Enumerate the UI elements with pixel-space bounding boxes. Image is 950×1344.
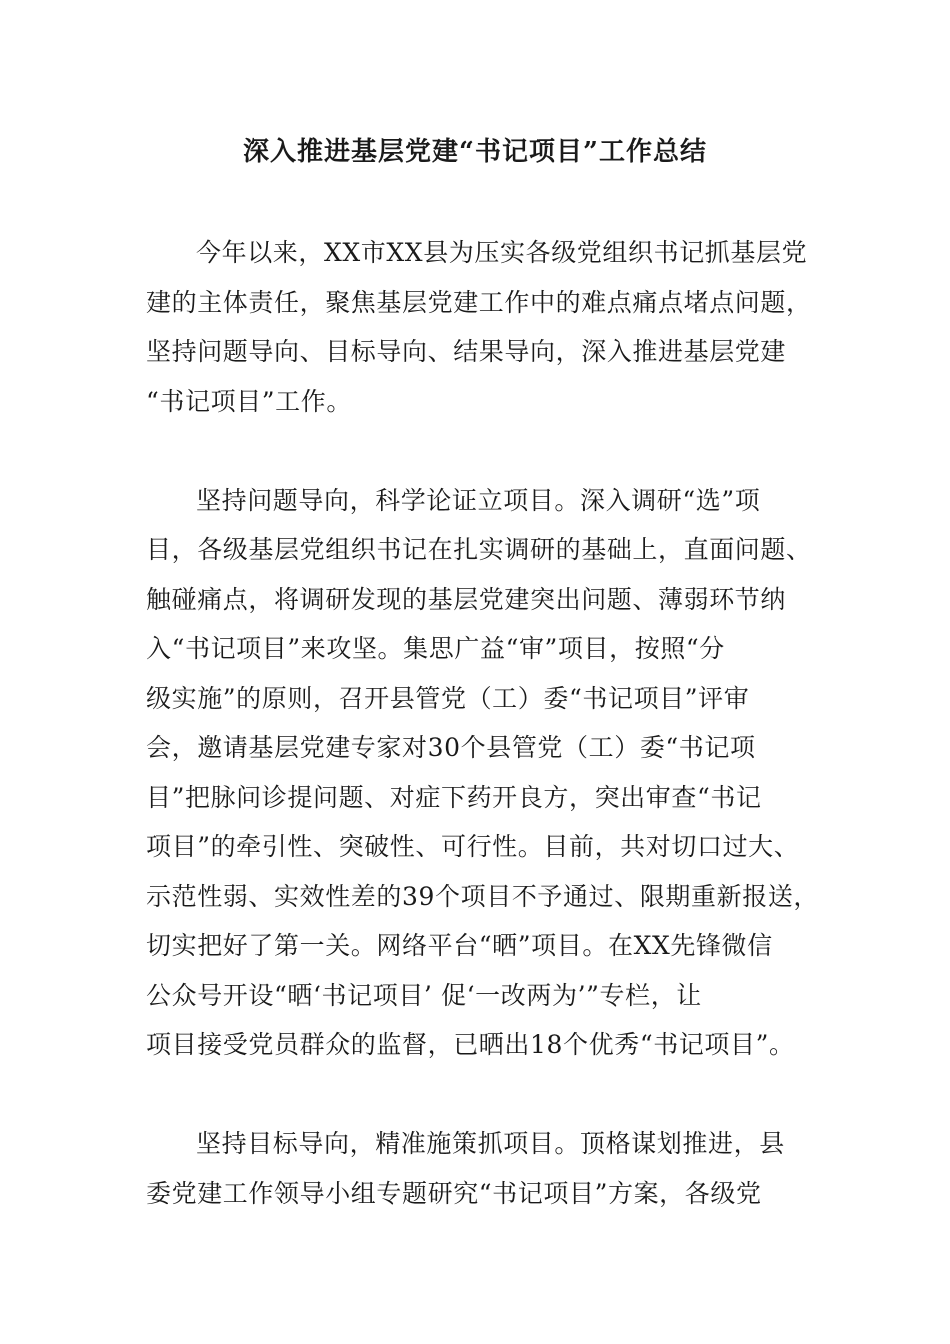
paragraph-line: 示范性弱、实效性差的39个项目不予通过、限期重新报送，: [146, 881, 820, 911]
paragraph-line: 级实施”的原则，召开县管党（工）委“书记项目”评审: [146, 683, 750, 713]
paragraph-line: 会，邀请基层党建专家对30个县管党（工）委“书记项: [146, 733, 756, 762]
paragraph-3: [146, 1119, 812, 1218]
document-title: 深入推进基层党建“书记项目”工作总结: [243, 137, 707, 167]
paragraph-line: 项目”的牵引性、突破性、可行性。目前，共对切口过大、: [146, 832, 800, 861]
paragraph-line: 项目接受党员群众的监督，已晒出18个优秀“书记项目”。: [146, 1030, 795, 1059]
document-body: [146, 228, 820, 1218]
paragraph-line: 切实把好了第一关。网络平台“晒”项目。在XX先锋微信: [146, 931, 773, 960]
paragraph-2: [146, 476, 820, 1070]
paragraph-gap: [146, 426, 812, 476]
paragraph-line: 触碰痛点，将调研发现的基层党建突出问题、薄弱环节纳: [146, 584, 787, 614]
paragraph-line: 坚持问题导向、目标导向、结果导向，深入推进基层党建: [146, 337, 787, 366]
paragraph-line: 建的主体责任，聚焦基层党建工作中的难点痛点堵点问题，: [146, 287, 812, 317]
paragraph-line: “书记项目”工作。: [146, 386, 352, 416]
paragraph-line: 委党建工作领导小组专题研究“书记项目”方案，各级党: [146, 1178, 762, 1208]
paragraph-line: 公众号开设“晒‘书记项目’ 促‘一改两为’”专栏，让: [146, 980, 702, 1010]
paragraph-line: 今年以来，XX市XX县为压实各级党组织书记抓基层党: [196, 238, 808, 267]
paragraph-line: 坚持问题导向，科学论证立项目。深入调研“选”项: [196, 485, 761, 515]
paragraph-line: 坚持目标导向，精准施策抓项目。顶格谋划推进，县: [196, 1129, 785, 1158]
paragraph-1: [146, 228, 812, 426]
paragraph-line: 目”把脉问诊提问题、对症下药开良方，突出审查“书记: [146, 782, 762, 812]
paragraph-gap: [146, 1070, 812, 1120]
paragraph-line: 入“书记项目”来攻坚。集思广益“审”项目，按照“分: [146, 634, 725, 663]
paragraph-line: 目，各级基层党组织书记在扎实调研的基础上，直面问题、: [146, 535, 812, 564]
